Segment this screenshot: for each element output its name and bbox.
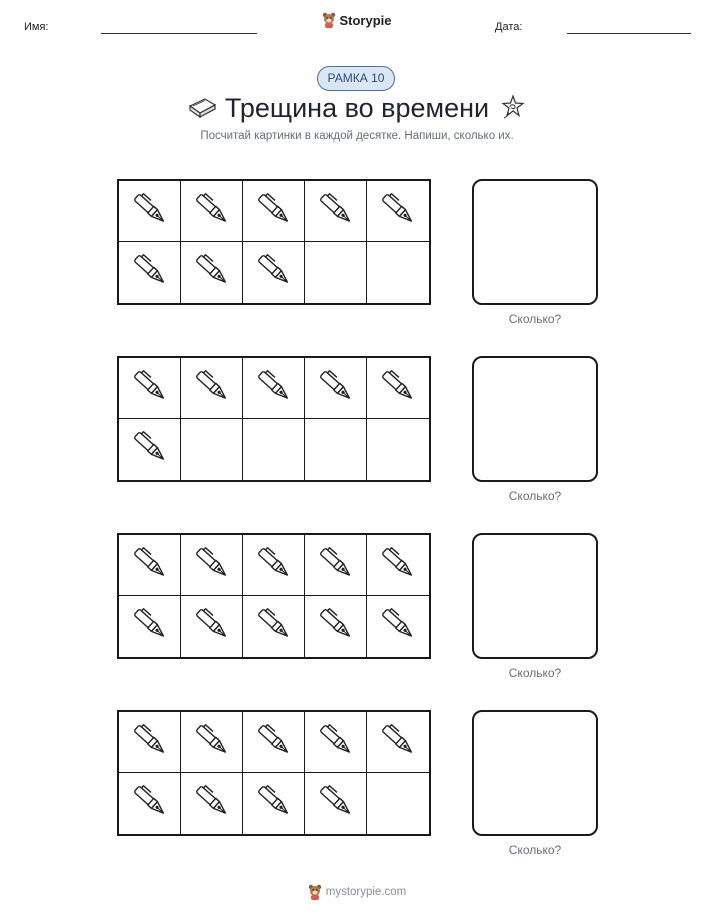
ten-frame-cell <box>367 181 429 242</box>
name-line[interactable] <box>101 33 257 34</box>
fountain-pen-icon <box>379 189 417 234</box>
fountain-pen-icon <box>193 720 231 765</box>
answer-label: Сколько? <box>508 843 562 857</box>
answer-label: Сколько? <box>508 666 562 680</box>
fountain-pen-icon <box>379 604 417 649</box>
ten-frame-cell <box>243 773 305 834</box>
ten-frame-cell <box>243 712 305 773</box>
fountain-pen-icon <box>255 720 293 765</box>
ten-frame-cell <box>305 242 367 303</box>
fountain-pen-icon <box>193 189 231 234</box>
fountain-pen-icon <box>255 781 293 826</box>
ten-frame <box>117 533 431 659</box>
bear-mascot-icon <box>322 12 336 28</box>
answer-box[interactable] <box>472 356 598 482</box>
fountain-pen-icon <box>255 543 293 588</box>
ten-frame-cell <box>181 773 243 834</box>
fountain-pen-icon <box>131 720 169 765</box>
fountain-pen-icon <box>255 250 293 295</box>
ten-frame-cell <box>367 596 429 657</box>
fountain-pen-icon <box>193 543 231 588</box>
fountain-pen-icon <box>379 366 417 411</box>
ten-frame-cell <box>119 712 181 773</box>
ten-frame-cell <box>119 535 181 596</box>
ten-frame-cell <box>305 773 367 834</box>
ten-frame-cell <box>181 181 243 242</box>
swirl-star-icon <box>500 94 526 120</box>
fountain-pen-icon <box>317 366 355 411</box>
ten-frame-cell <box>367 358 429 419</box>
ten-frame-cell <box>119 242 181 303</box>
fountain-pen-icon <box>193 366 231 411</box>
ten-frame-cell <box>119 596 181 657</box>
fountain-pen-icon <box>317 720 355 765</box>
ten-frame-cell <box>243 242 305 303</box>
ten-frame-cell <box>243 419 305 480</box>
ten-frame-cell <box>367 535 429 596</box>
ten-frame-cell <box>181 419 243 480</box>
ten-frame-cell <box>367 773 429 834</box>
instructions: Посчитай картинки в каждой десятке. Напиши, сколько их. <box>200 130 514 142</box>
answer-box[interactable] <box>472 533 598 659</box>
fountain-pen-icon <box>379 543 417 588</box>
logo-text: Storypie <box>339 12 392 28</box>
date-line[interactable] <box>567 33 691 34</box>
ten-frame-cell <box>181 712 243 773</box>
ten-frame-cell <box>367 712 429 773</box>
fountain-pen-icon <box>131 427 169 472</box>
date-label: Дата: <box>495 21 523 33</box>
fountain-pen-icon <box>379 720 417 765</box>
ten-frame-cell <box>367 242 429 303</box>
fountain-pen-icon <box>193 781 231 826</box>
bear-mascot-icon <box>308 884 322 900</box>
ten-frame <box>117 179 431 305</box>
footer <box>0 884 714 903</box>
ten-frame-cell <box>243 358 305 419</box>
fountain-pen-icon <box>131 189 169 234</box>
logo <box>0 12 714 33</box>
fountain-pen-icon <box>131 543 169 588</box>
name-label: Имя: <box>24 21 49 33</box>
ten-frame-cell <box>181 596 243 657</box>
ten-frame-cell <box>119 773 181 834</box>
ten-frame-cell <box>243 181 305 242</box>
page-title: Трещина во времени <box>224 93 490 123</box>
fountain-pen-icon <box>255 366 293 411</box>
answer-label: Сколько? <box>508 489 562 503</box>
ten-frame-cell <box>119 419 181 480</box>
ten-frame-cell <box>305 535 367 596</box>
fountain-pen-icon <box>131 250 169 295</box>
answer-label: Сколько? <box>508 312 562 326</box>
footer-url[interactable]: mystorypie.com <box>325 886 407 898</box>
fountain-pen-icon <box>317 189 355 234</box>
fountain-pen-icon <box>193 250 231 295</box>
ten-frame-cell <box>243 535 305 596</box>
ten-frame <box>117 356 431 482</box>
ten-frame-cell <box>181 535 243 596</box>
ten-frame-cell <box>367 419 429 480</box>
ten-frame-cell <box>243 596 305 657</box>
ten-frame-cell <box>305 181 367 242</box>
ten-frame-cell <box>305 596 367 657</box>
ten-frame-cell <box>181 358 243 419</box>
fountain-pen-icon <box>255 189 293 234</box>
fountain-pen-icon <box>317 604 355 649</box>
answer-box[interactable] <box>472 179 598 305</box>
fountain-pen-icon <box>193 604 231 649</box>
fountain-pen-icon <box>131 366 169 411</box>
fountain-pen-icon <box>131 781 169 826</box>
ten-frame-cell <box>305 419 367 480</box>
fountain-pen-icon <box>317 543 355 588</box>
fountain-pen-icon <box>317 781 355 826</box>
fountain-pen-icon <box>255 604 293 649</box>
ten-frame-cell <box>305 358 367 419</box>
ten-frame-cell <box>119 181 181 242</box>
frame-badge: РАМКА 10 <box>317 66 395 91</box>
answer-box[interactable] <box>472 710 598 836</box>
ten-frame-cell <box>305 712 367 773</box>
ten-frame <box>117 710 431 836</box>
ten-frame-cell <box>181 242 243 303</box>
ten-frame-cell <box>119 358 181 419</box>
fountain-pen-icon <box>131 604 169 649</box>
